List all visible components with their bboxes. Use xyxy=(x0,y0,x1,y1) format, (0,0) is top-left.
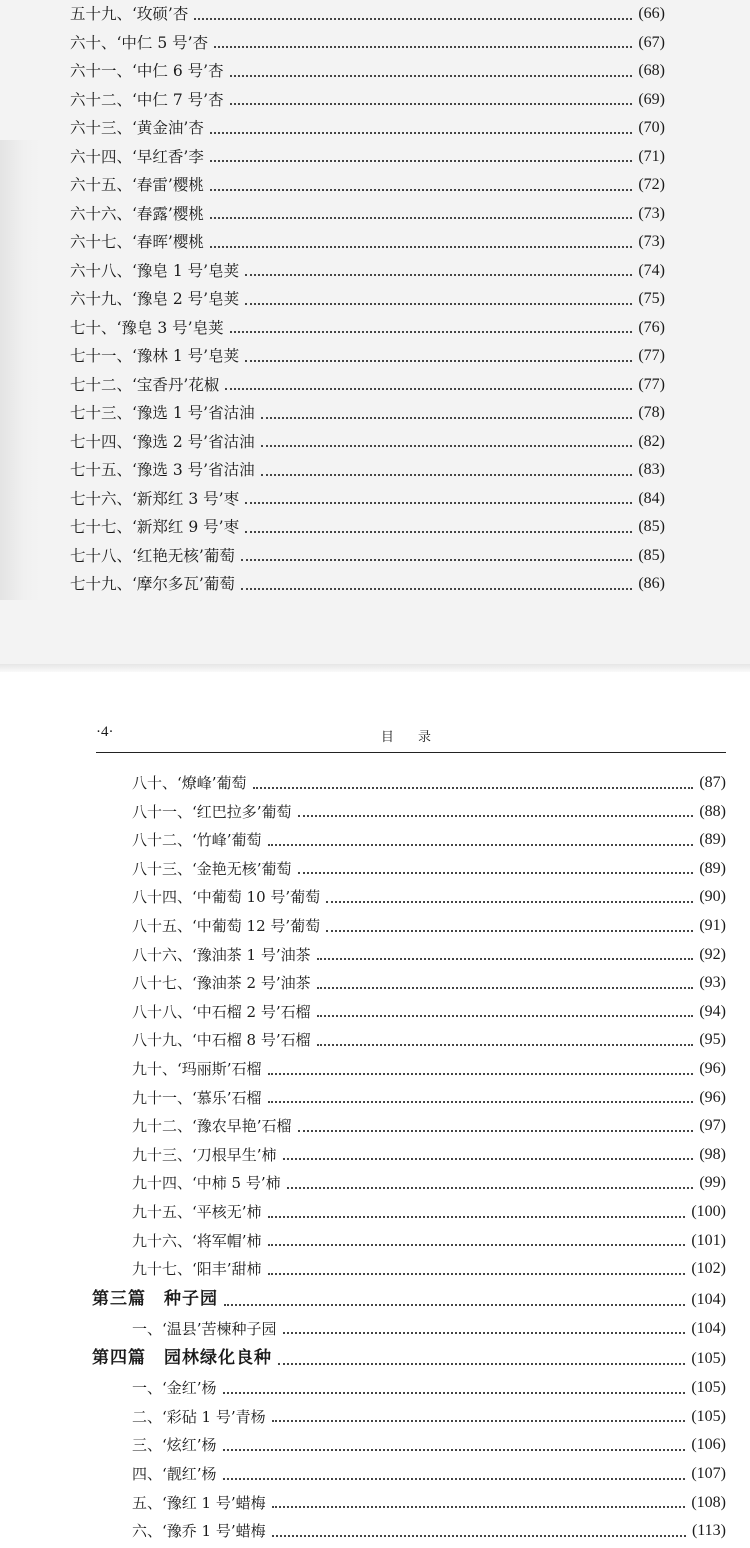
dot-leader xyxy=(268,1273,686,1275)
dot-leader xyxy=(210,189,632,191)
toc-entry xyxy=(70,29,665,58)
toc-entry xyxy=(92,912,726,941)
toc-entry xyxy=(70,314,665,343)
entry-page-number: (95) xyxy=(699,1031,726,1049)
toc-entry xyxy=(92,769,726,798)
entry-title: 六十二、‘中仁 7 号’杏 xyxy=(70,90,224,109)
dot-leader xyxy=(298,815,694,817)
toc-list-lower xyxy=(92,769,726,1546)
dot-leader xyxy=(241,588,632,590)
dot-leader xyxy=(317,1044,694,1046)
entry-title: 五十九、‘玫硕’杏 xyxy=(70,5,189,23)
dot-leader xyxy=(245,274,632,276)
toc-entry xyxy=(92,941,726,970)
entry-title: 八十七、‘豫油茶 2 号’油茶 xyxy=(132,974,311,993)
toc-entry xyxy=(70,285,665,314)
entry-title: 第三篇 种子园 xyxy=(92,1288,218,1309)
entry-page-number: (86) xyxy=(638,575,665,592)
dot-leader xyxy=(272,1535,686,1537)
toc-entry xyxy=(92,1169,726,1198)
entry-page-number: (99) xyxy=(699,1174,726,1192)
toc-list-upper xyxy=(70,0,665,599)
toc-entry xyxy=(92,998,726,1027)
entry-page-number: (98) xyxy=(699,1145,726,1163)
entry-page-number: (67) xyxy=(638,33,665,51)
entry-title: 七十四、‘豫选 2 号’省沽油 xyxy=(70,432,255,451)
entry-page-number: (89) xyxy=(699,859,726,877)
entry-title: 八十一、‘红巴拉多’葡萄 xyxy=(132,802,292,821)
toc-entry xyxy=(70,485,665,514)
entry-title: 七十九、‘摩尔多瓦’葡萄 xyxy=(70,575,235,593)
entry-page-number: (100) xyxy=(691,1202,726,1220)
entry-page-number: (104) xyxy=(691,1319,726,1337)
toc-entry xyxy=(92,855,726,884)
entry-title: 八十五、‘中葡萄 12 号’葡萄 xyxy=(132,916,321,935)
entry-page-number: (105) xyxy=(691,1350,726,1368)
entry-title: 七十七、‘新郑红 9 号’枣 xyxy=(70,518,240,536)
dot-leader xyxy=(287,1187,694,1189)
entry-title: 六十一、‘中仁 6 号’杏 xyxy=(70,62,224,80)
dot-leader xyxy=(298,872,694,874)
entry-title: 六十六、‘春露’樱桃 xyxy=(70,204,204,223)
entry-page-number: (73) xyxy=(638,233,665,250)
entry-title: 九十一、‘慕乐’石榴 xyxy=(132,1088,262,1107)
entry-page-number: (85) xyxy=(638,518,665,535)
dot-leader xyxy=(261,417,633,419)
dot-leader xyxy=(245,303,632,305)
toc-entry xyxy=(70,542,665,571)
entry-page-number: (87) xyxy=(699,774,726,791)
entry-title: 八十二、‘竹峰’葡萄 xyxy=(132,831,262,850)
toc-entry xyxy=(92,1141,726,1170)
dot-leader xyxy=(272,1420,686,1422)
entry-title: 六十四、‘早红香’李 xyxy=(70,147,204,166)
entry-title: 六十七、‘春晖’樱桃 xyxy=(70,233,204,251)
entry-page-number: (91) xyxy=(699,916,726,934)
entry-title: 七十八、‘红艳无核’葡萄 xyxy=(70,546,235,565)
dot-leader xyxy=(326,901,693,903)
entry-page-number: (71) xyxy=(638,147,665,165)
dot-leader xyxy=(272,1506,686,1508)
toc-entry xyxy=(92,1055,726,1084)
dot-leader xyxy=(268,1073,694,1075)
toc-entry xyxy=(70,57,665,86)
dot-leader xyxy=(224,1304,685,1306)
toc-entry xyxy=(92,1403,726,1432)
entry-title: 六十三、‘黄金油’杏 xyxy=(70,119,204,137)
dot-leader xyxy=(268,844,694,846)
entry-page-number: (66) xyxy=(638,5,665,22)
dot-leader xyxy=(283,1158,694,1160)
dot-leader xyxy=(223,1449,686,1451)
toc-entry xyxy=(70,228,665,257)
dot-leader xyxy=(223,1392,686,1394)
entry-title: 六十五、‘春雷’樱桃 xyxy=(70,176,204,194)
toc-section-heading xyxy=(92,1343,726,1374)
toc-entry xyxy=(92,1374,726,1403)
cut-off-line xyxy=(132,1538,312,1548)
entry-page-number: (106) xyxy=(691,1436,726,1454)
toc-entry xyxy=(92,1255,726,1284)
toc-entry xyxy=(70,200,665,229)
entry-page-number: (88) xyxy=(699,802,726,820)
entry-title: 九十二、‘豫农早艳’石榴 xyxy=(132,1117,292,1136)
entry-title: 五、‘豫红 1 号’蜡梅 xyxy=(132,1493,266,1512)
entry-page-number: (76) xyxy=(638,318,665,336)
dot-leader xyxy=(245,531,632,533)
entry-title: 六十八、‘豫皂 1 号’皂荚 xyxy=(70,261,240,280)
toc-entry xyxy=(70,399,665,428)
dot-leader xyxy=(317,987,694,989)
entry-page-number: (82) xyxy=(638,432,665,450)
toc-entry xyxy=(92,1112,726,1141)
entry-title: 九十三、‘刀根早生’柿 xyxy=(132,1145,277,1164)
entry-title: 四、‘靓红’杨 xyxy=(132,1465,217,1484)
entry-page-number: (96) xyxy=(699,1088,726,1106)
entry-title: 六十、‘中仁 5 号’杏 xyxy=(70,33,209,52)
entry-page-number: (90) xyxy=(699,888,726,906)
toc-entry xyxy=(70,342,665,371)
dot-leader xyxy=(210,246,632,248)
entry-page-number: (97) xyxy=(699,1117,726,1135)
entry-title: 八十八、‘中石榴 2 号’石榴 xyxy=(132,1002,311,1021)
entry-page-number: (73) xyxy=(638,204,665,222)
dot-leader xyxy=(210,132,632,134)
entry-page-number: (69) xyxy=(638,90,665,108)
toc-entry xyxy=(70,456,665,485)
toc-entry xyxy=(70,371,665,400)
toc-entry xyxy=(92,1489,726,1518)
entry-title: 九十、‘玛丽斯’石榴 xyxy=(132,1059,262,1078)
entry-title: 九十五、‘平核无’柿 xyxy=(132,1202,262,1221)
entry-title: 第四篇 园林绿化良种 xyxy=(92,1348,272,1369)
dot-leader xyxy=(210,217,632,219)
toc-entry xyxy=(92,1198,726,1227)
dot-leader xyxy=(261,445,633,447)
entry-page-number: (101) xyxy=(691,1231,726,1249)
entry-title: 七十一、‘豫林 1 号’皂荚 xyxy=(70,347,240,365)
entry-page-number: (85) xyxy=(638,546,665,564)
toc-entry xyxy=(70,428,665,457)
toc-entry xyxy=(92,798,726,827)
dot-leader xyxy=(298,1130,694,1132)
dot-leader xyxy=(241,559,632,561)
entry-title: 六十九、‘豫皂 2 号’皂荚 xyxy=(70,290,240,308)
entry-title: 八十、‘燎峰’葡萄 xyxy=(132,774,247,792)
entry-title: 七十、‘豫皂 3 号’皂荚 xyxy=(70,318,224,337)
entry-title: 一、‘温县’苦楝种子园 xyxy=(132,1319,277,1338)
entry-page-number: (108) xyxy=(691,1493,726,1511)
entry-page-number: (72) xyxy=(638,176,665,193)
entry-page-number: (92) xyxy=(699,945,726,963)
toc-entry xyxy=(70,114,665,143)
entry-page-number: (96) xyxy=(699,1059,726,1077)
facing-page-bleed xyxy=(0,140,40,600)
entry-title: 八十四、‘中葡萄 10 号’葡萄 xyxy=(132,888,321,907)
entry-title: 六、‘豫乔 1 号’蜡梅 xyxy=(132,1522,266,1541)
toc-entry xyxy=(70,257,665,286)
toc-section-heading xyxy=(92,1284,726,1315)
entry-page-number: (74) xyxy=(638,261,665,279)
entry-page-number: (104) xyxy=(691,1290,726,1308)
dot-leader xyxy=(225,388,632,390)
dot-leader xyxy=(253,787,694,789)
running-header xyxy=(96,722,726,753)
dot-leader xyxy=(245,502,632,504)
dot-leader xyxy=(223,1478,686,1480)
dot-leader xyxy=(326,930,693,932)
entry-title: 九十六、‘将军帽’柿 xyxy=(132,1231,262,1250)
dot-leader xyxy=(268,1101,694,1103)
entry-page-number: (105) xyxy=(691,1379,726,1397)
entry-page-number: (70) xyxy=(638,119,665,136)
dot-leader xyxy=(268,1216,686,1218)
entry-title: 八十九、‘中石榴 8 号’石榴 xyxy=(132,1031,311,1050)
entry-title: 一、‘金红’杨 xyxy=(132,1379,217,1398)
entry-page-number: (75) xyxy=(638,290,665,307)
entry-title: 七十五、‘豫选 3 号’省沽油 xyxy=(70,461,255,479)
entry-page-number: (89) xyxy=(699,831,726,849)
entry-page-number: (94) xyxy=(699,1002,726,1020)
entry-page-number: (93) xyxy=(699,974,726,992)
entry-page-number: (113) xyxy=(691,1522,726,1540)
entry-page-number: (68) xyxy=(638,62,665,79)
dot-leader xyxy=(278,1363,685,1365)
toc-entry xyxy=(92,1026,726,1055)
dot-leader xyxy=(283,1332,686,1334)
toc-entry xyxy=(92,1315,726,1344)
dot-leader xyxy=(268,1244,686,1246)
dot-leader xyxy=(230,75,633,77)
entry-title: 九十七、‘阳丰’甜柿 xyxy=(132,1260,262,1279)
entry-title: 七十二、‘宝香丹’花椒 xyxy=(70,375,220,394)
toc-entry xyxy=(92,826,726,855)
entry-title: 九十四、‘中柿 5 号’柿 xyxy=(132,1174,281,1193)
toc-entry xyxy=(70,143,665,172)
dot-leader xyxy=(230,331,633,333)
entry-title: 七十三、‘豫选 1 号’省沽油 xyxy=(70,404,255,422)
dot-leader xyxy=(261,474,633,476)
dot-leader xyxy=(245,360,632,362)
toc-entry xyxy=(70,513,665,542)
entry-page-number: (107) xyxy=(691,1465,726,1483)
dot-leader xyxy=(317,958,694,960)
toc-entry xyxy=(92,1084,726,1113)
dot-leader xyxy=(317,1015,694,1017)
entry-title: 三、‘炫红’杨 xyxy=(132,1436,217,1455)
toc-entry xyxy=(92,1460,726,1489)
toc-entry xyxy=(92,1227,726,1256)
toc-entry xyxy=(70,86,665,115)
entry-page-number: (77) xyxy=(638,375,665,393)
entry-page-number: (102) xyxy=(691,1260,726,1278)
entry-title: 八十三、‘金艳无核’葡萄 xyxy=(132,859,292,878)
entry-title: 二、‘彩砧 1 号’青杨 xyxy=(132,1407,266,1426)
dot-leader xyxy=(194,18,632,20)
header-page-number: ·4· xyxy=(96,724,114,740)
entry-page-number: (105) xyxy=(691,1407,726,1425)
entry-page-number: (83) xyxy=(638,461,665,478)
header-title: 目 录 xyxy=(380,730,442,745)
toc-entry xyxy=(70,0,665,29)
toc-entry xyxy=(70,570,665,599)
toc-entry xyxy=(92,969,726,998)
entry-page-number: (77) xyxy=(638,347,665,364)
entry-page-number: (78) xyxy=(638,404,665,421)
entry-title: 八十六、‘豫油茶 1 号’油茶 xyxy=(132,945,311,964)
dot-leader xyxy=(214,46,632,48)
dot-leader xyxy=(210,160,632,162)
toc-entry xyxy=(92,883,726,912)
entry-page-number: (84) xyxy=(638,489,665,507)
toc-entry xyxy=(92,1431,726,1460)
toc-entry xyxy=(70,171,665,200)
toc-page-upper xyxy=(0,0,750,672)
entry-title: 七十六、‘新郑红 3 号’枣 xyxy=(70,489,240,508)
dot-leader xyxy=(230,103,633,105)
